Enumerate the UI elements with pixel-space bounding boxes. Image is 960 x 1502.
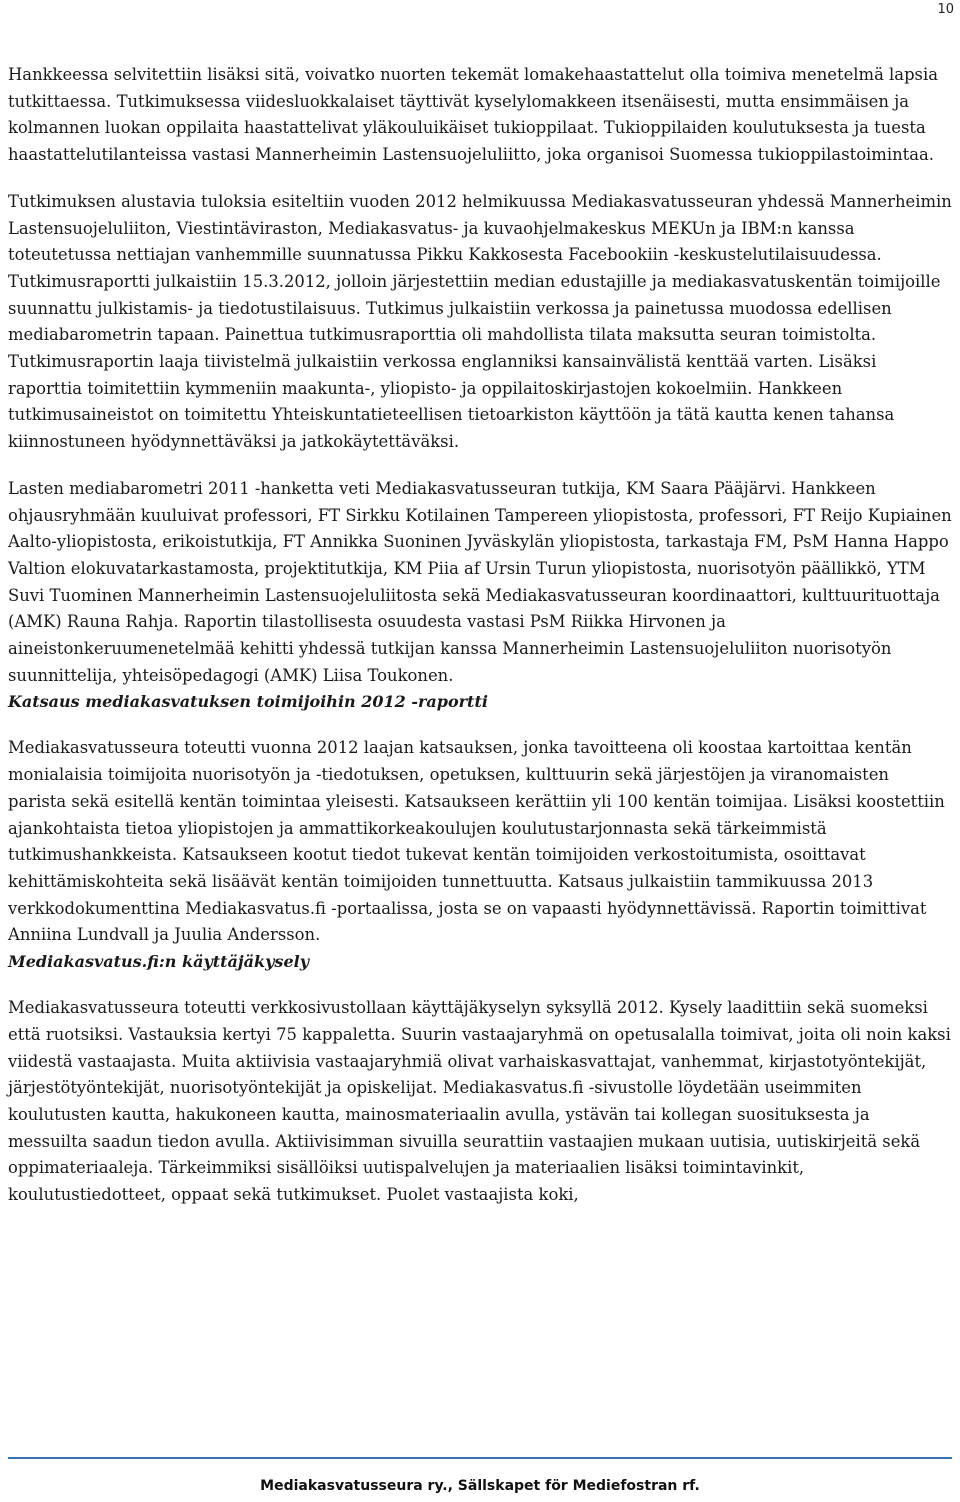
section-heading-kysely: Mediakasvatus.fi:n käyttäjäkysely [8,952,309,972]
paragraph-katsaus: Mediakasvatusseura toteutti vuonna 2012 laajan katsauksen, jonka tavoitteena oli koostaa kartoittaa kentän monialaisia toimijoita nuorisotyön ja -tiedotuksen, opetuksen, kulttuurin sekä järjestöjen ja viranomaisten parista sekä esitellä kentän toimintaa yleisesti. Katsaukseen kerättiin yli 100 kentän toimijaa. Lisäksi koostettiin ajankohtaista tietoa yliopistojen ja ammattikorkeakoulujen koulutustarjonnasta sekä tärkeimmistä tutkimushankkeista. Katsaukseen kootut tiedot tukevat kentän toimijoiden verkostoitumista, osoittavat kehittämiskohteita sekä lisäävät kentän toimijoiden tunnettuutta. Katsaus julkaistiin tammikuussa 2013 verkkodokumenttina Mediakasvatus.fi -portaalissa, josta se on vapaasti hyödynnettävissä. Raportin toimittivat Anniina Lundvall ja Juulia Andersson. [8,738,945,945]
document-body [8,62,952,1209]
section-heading-katsaus: Katsaus mediakasvatuksen toimijoihin 2012 -raportti [8,692,488,712]
paragraph-project-team: Lasten mediabarometri 2011 -hanketta veti Mediakasvatusseuran tutkija, KM Saara Pääjärvi. Hankkeen ohjausryhmään kuuluivat professori, FT Sirkku Kotilainen Tampereen yliopistosta, professori, FT Reijo Kupiainen Aalto-yliopistosta, erikoistutkija, FT Annikka Suoninen Jyväskylän yliopistosta, tarkastaja FM, PsM Hanna Happo Valtion elokuvatarkastamosta, projektitutkija, KM Piia af Ursin Turun yliopistosta, nuorisotyön päällikkö, YTM Suvi Tuominen Mannerheimin Lastensuojeluliitosta sekä Mediakasvatusseuran koordinaattori, kulttuurituottaja (AMK) Rauna Rahja. Raportin tilastollisesta osuudesta vastasi PsM Riikka Hirvonen ja aineistonkeruumenetelmää kehitti yhdessä tutkijan kanssa Mannerheimin Lastensuojeluliiton nuorisotyön suunnittelija, yhteisöpedagogi (AMK) Liisa Toukonen. [8,478,952,685]
footer-divider [8,1457,952,1459]
paragraph-mediabarometer-method: Hankkeessa selvitettiin lisäksi sitä, voivatko nuorten tekemät lomakehaastattelut olla toimiva menetelmä lapsia tutkittaessa. Tutkimuksessa viidesluokkalaiset täyttivät kyselylomakkeen itsenäisesti, mutta ensimmäisen ja kolmannen luokan oppilaita haastattelivat yläkouluikäiset tukioppilaat. Tukioppilaiden koulutuksesta ja tuesta haastattelutilanteissa vastasi Mannerheimin Lastensuojeluliitto, joka organisoi Suomessa tukioppilastoimintaa. [8,65,938,165]
footer-organization: Mediakasvatusseura ry., Sällskapet för Mediefostran rf. [260,1478,700,1494]
paragraph-results-publication: Tutkimuksen alustavia tuloksia esiteltiin vuoden 2012 helmikuussa Mediakasvatusseuran yhdessä Mannerheimin Lastensuojeluliiton, Viestintäviraston, Mediakasvatus- ja kuvaohjelmakeskus MEKUn ja IBM:n kanssa toteutetussa nettiajan vanhemmille suunnatussa Pikku Kakkosesta Facebookiin -keskustelutilaisuudessa. Tutkimusraportti julkaistiin 15.3.2012, jolloin järjestettiin median edustajille ja mediakasvatuskentän toimijoille suunnattu julkistamis- ja tiedotustilaisuus. Tutkimus julkaistiin verkossa ja painetussa muodossa edellisen mediabarometrin tapaan. Painettua tutkimusraporttia oli mahdollista tilata maksutta seuran toimistolta. Tutkimusraportin laaja tiivistelmä julkaistiin verkossa englanniksi kansainvälistä kenttää varten. Lisäksi raporttia toimitettiin kymmeniin maakunta-, yliopisto- ja oppilaitoskirjastojen kokoelmiin. Hankkeen tutkimusaineistot on toimitettu Yhteiskuntatieteellisen tietoarkiston käyttöön ja tätä kautta kenen tahansa kiinnostuneen hyödynnettäväksi ja jatkokäytettäväksi. [8,191,952,452]
paragraph-kysely: Mediakasvatusseura toteutti verkkosivustollaan käyttäjäkyselyn syksyllä 2012. Kysely laadittiin sekä suomeksi että ruotsiksi. Vastauksia kertyi 75 kappaletta. Suurin vastaajaryhmä on opetusalalla toimivat, joita oli noin kaksi viidestä vastaajasta. Muita aktiivisia vastaajaryhmiä olivat varhaiskasvattajat, vanhemmat, kirjastotyöntekijät, järjestötyöntekijät, nuorisotyöntekijät ja opiskelijat. Mediakasvatus.fi -sivustolle löydetään useimmiten koulutusten kautta, hakukoneen kautta, mainosmateriaalin avulla, ystävän tai kollegan suosituksesta ja messuilta saadun tiedon avulla. Aktiivisimman sivuilla seurattiin vastaajien mukaan uutisia, uutiskirjeitä sekä oppimateriaaleja. Tärkeimmiksi sisällöiksi uutispalvelujen ja materiaalien lisäksi toimintavinkit, koulutustiedotteet, oppaat sekä tutkimukset. Puolet vastaajista koki, [8,998,951,1205]
page-number: 10 [937,2,954,17]
